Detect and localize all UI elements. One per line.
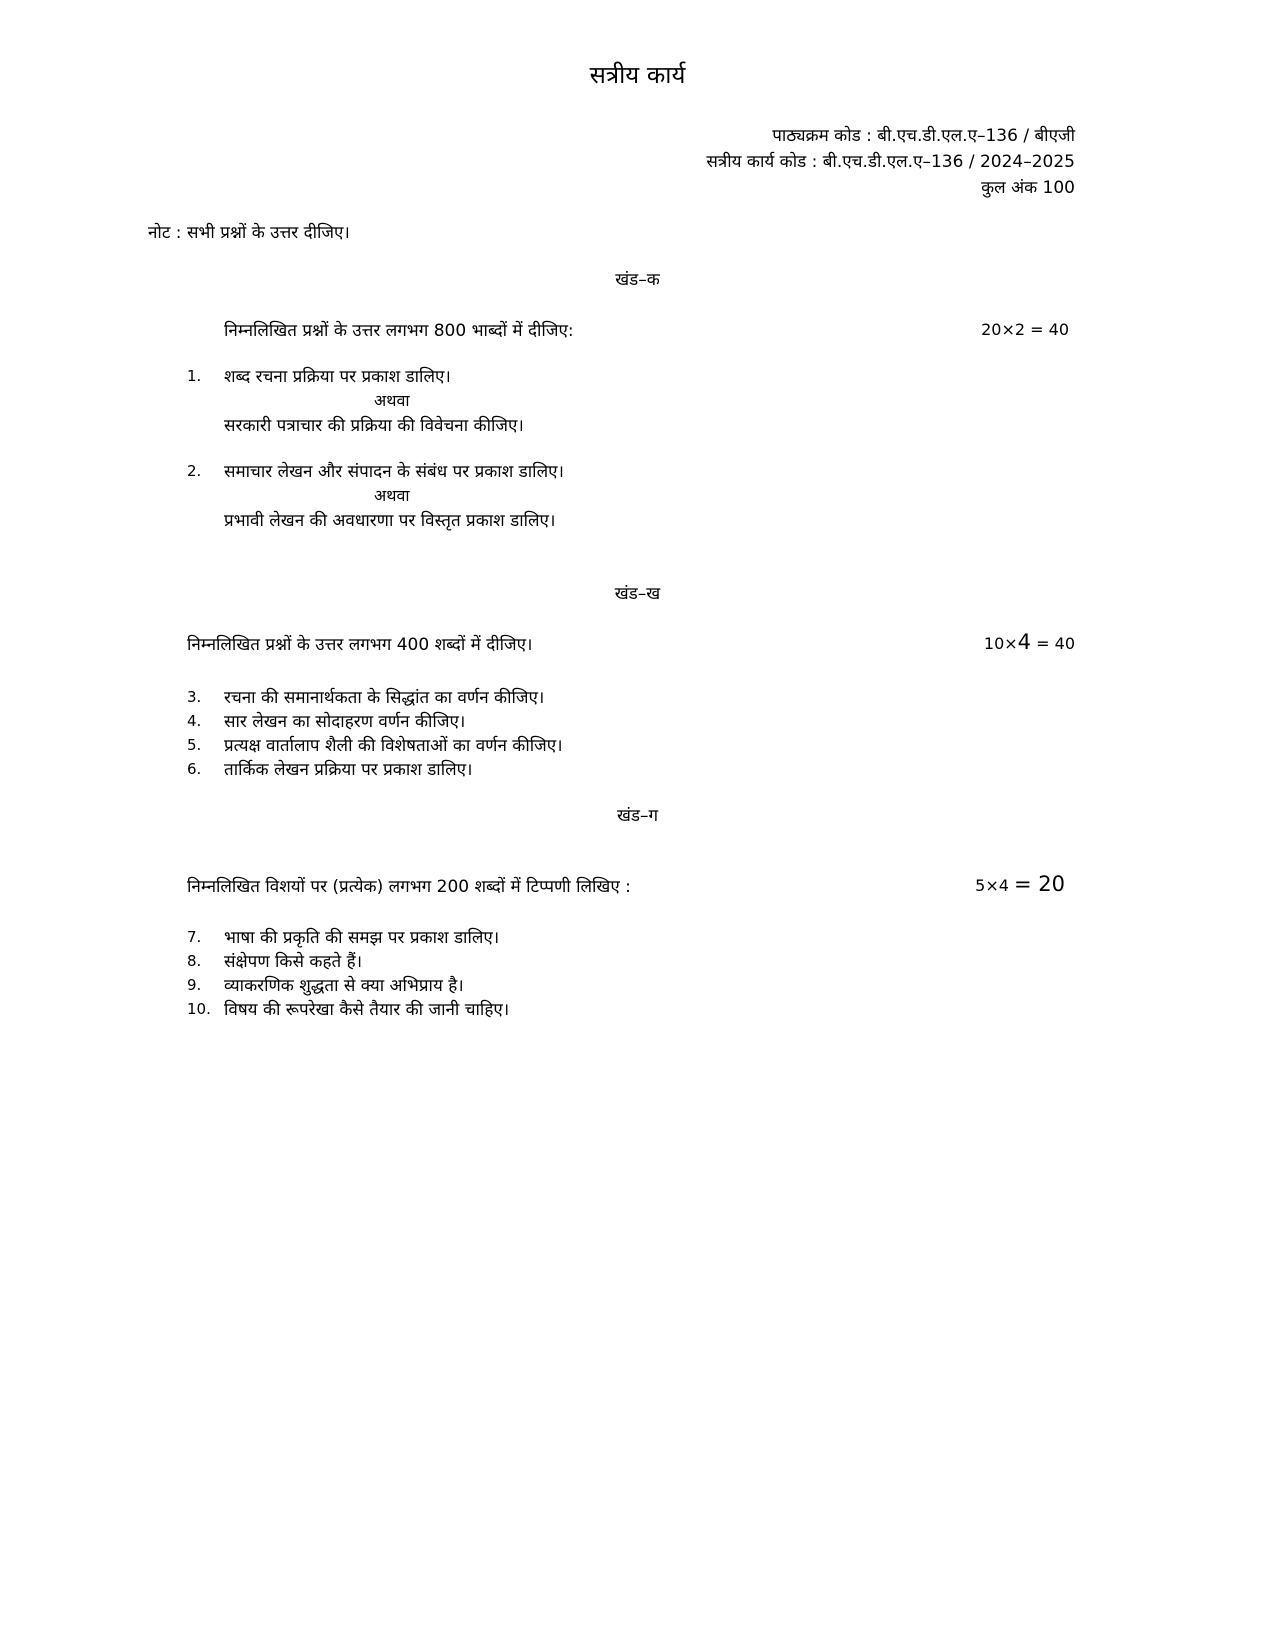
- question-text: संक्षेपण किसे कहते हैं।: [224, 952, 363, 972]
- question-text: प्रत्यक्ष वार्तालाप शैली की विशेषताओं का वर्णन कीजिए।: [224, 736, 563, 756]
- question-text: रचना की समानार्थकता के सिद्धांत का वर्णन कीजिए।: [224, 688, 545, 708]
- course-code: पाठ्यक्रम कोड : बी.एच.डी.एल.ए–136 / बीएजी: [772, 126, 1075, 146]
- total-marks: कुल अंक 100: [981, 178, 1075, 198]
- note: नोट : सभी प्रश्नों के उत्तर दीजिए।: [148, 223, 350, 243]
- question-number: 8.: [187, 952, 202, 970]
- question-text: व्याकरणिक शुद्धता से क्या अभिप्राय है।: [224, 976, 464, 996]
- section-a-marks: [981, 320, 1069, 339]
- question-number: 9.: [187, 976, 202, 994]
- question-number: 1.: [187, 367, 202, 385]
- question-alternative-text: सरकारी पत्राचार की प्रक्रिया की विवेचना कीजिए।: [224, 416, 524, 436]
- section-a-marks-rhs: = 40: [1030, 320, 1069, 339]
- section-b-heading: खंड–ख: [614, 584, 661, 604]
- page-title: सत्रीय कार्य: [589, 61, 686, 89]
- section-b-marks-rhs: = 40: [1036, 634, 1075, 653]
- section-b-marks: [984, 630, 1075, 654]
- section-c-instruction: निम्नलिखित विशयों पर (प्रत्येक) लगभग 200 शब्दों में टिप्पणी लिखिए :: [187, 877, 631, 897]
- section-b-instruction: निम्नलिखित प्रश्नों के उत्तर लगभग 400 शब्दों में दीजिए।: [187, 635, 533, 655]
- question-number: 3.: [187, 688, 202, 706]
- section-a-marks-lhs: 20×2: [981, 320, 1026, 339]
- question-number: 4.: [187, 712, 202, 730]
- question-number: 10.: [187, 1000, 211, 1018]
- section-c-marks: [975, 872, 1065, 896]
- question-number: 6.: [187, 760, 202, 778]
- question-text: सार लेखन का सोदाहरण वर्णन कीजिए।: [224, 712, 466, 732]
- question-text: तार्किक लेखन प्रक्रिया पर प्रकाश डालिए।: [224, 760, 473, 780]
- question-number: 5.: [187, 736, 202, 754]
- question-alternative-text: प्रभावी लेखन की अवधारणा पर विस्तृत प्रकाश डालिए।: [224, 511, 556, 531]
- section-a-instruction: निम्नलिखित प्रश्नों के उत्तर लगभग 800 भाब्दों में दीजिए:: [224, 321, 574, 341]
- question-text: विषय की रूपरेखा कैसे तैयार की जानी चाहिए।: [224, 1000, 510, 1020]
- section-c-marks-lhs: 5×4: [975, 876, 1009, 895]
- section-b-marks-factor: 4: [1017, 630, 1032, 654]
- question-number: 2.: [187, 462, 202, 480]
- section-a-heading: खंड–क: [615, 270, 660, 290]
- question-number: 7.: [187, 928, 202, 946]
- question-text: शब्द रचना प्रक्रिया पर प्रकाश डालिए।: [224, 367, 451, 387]
- section-c-marks-rhs: = 20: [1014, 872, 1065, 896]
- or-separator: अथवा: [374, 486, 410, 505]
- section-b-marks-lhs: 10×: [983, 634, 1018, 653]
- question-text: समाचार लेखन और संपादन के संबंध पर प्रकाश डालिए।: [224, 462, 564, 482]
- or-separator: अथवा: [374, 391, 410, 410]
- assignment-code: सत्रीय कार्य कोड : बी.एच.डी.एल.ए–136 / 2024–2025: [706, 152, 1075, 172]
- section-c-heading: खंड–ग: [616, 806, 659, 826]
- question-text: भाषा की प्रकृति की समझ पर प्रकाश डालिए।: [224, 928, 500, 948]
